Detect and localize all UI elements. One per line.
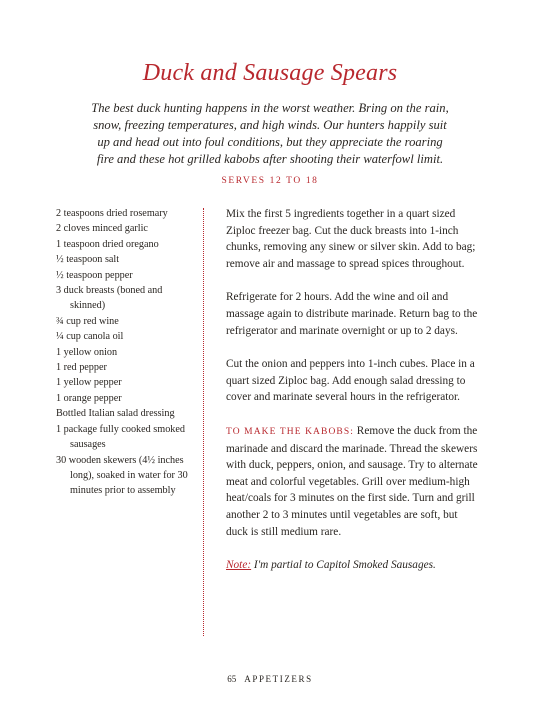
ingredient-item: 2 teaspoons dried rosemary [56,208,168,219]
ingredient-item: 1 teaspoon dried oregano [56,238,159,250]
direction-step: Mix the first 5 ingredients together in a quart sized Ziploc freezer bag. Cut the duck breasts into 1-inch chunks, removing any sinew or silver skin. Add to bag; remove air and massage to spread spices throughout. [226,208,476,270]
directions [226,206,482,591]
direction-step: Refrigerate for 2 hours. Add the wine and oil and massage again to distribute marinade. Return bag to the refrigerator and marinate overnight or up to 2 days. [226,291,478,337]
page-footer [0,674,540,684]
kabobs-label: TO MAKE THE KABOBS: [226,426,354,437]
ingredients-list [56,206,196,499]
ingredient-item: ½ teaspoon salt [56,254,120,266]
note-text: I'm partial to Capitol Smoked Sausages. [251,559,436,572]
note-label: Note: [226,559,252,572]
ingredient-item: ¼ cup canola oil [56,331,124,343]
section-name: APPETIZERS [244,674,313,684]
recipe-title: Duck and Sausage Spears [142,60,398,86]
ingredient-item: 1 red pepper [56,362,107,374]
ingredient-item: 1 yellow pepper [56,377,122,389]
ingredient-item: Bottled Italian salad dressing [56,408,175,420]
direction-step: Cut the onion and peppers into 1-inch cubes. Place in a quart sized Ziploc bag. Add enough salad dressing to cover and marinate several hours in the refrigerator. [226,358,475,404]
kabobs-step [226,423,482,540]
recipe-note [226,557,482,574]
ingredient-item: 2 cloves minced garlic [56,223,148,235]
ingredient-item: 1 package fully cooked smoked sausages [56,423,186,451]
ingredient-item: 3 duck breasts (boned and skinned) [56,285,163,312]
ingredient-item: 1 yellow onion [56,346,118,358]
ingredient-item: 1 orange pepper [56,392,122,404]
page-number: 65 [227,674,237,684]
ingredient-item: ½ teaspoon pepper [56,269,133,281]
kabobs-text: Remove the duck from the marinade and discard the marinade. Thread the skewers with duck, peppers, onion, and sausage. Try to alternate meat and colorful vegetables. Grill over medium-high heat/coals for 3 minutes on the first side. Turn and grill another 2 to 3 minutes until vegetables are soft, but duck is still medium rare. [226,424,478,538]
recipe-intro: The best duck hunting happens in the worst weather. Bring on the rain, snow, freezing temperatures, and high winds. Our hunters happily suit up and head out into foul conditions, but they appreciate the roaring fire and these hot grilled kabobs after shooting their waterfowl limit. [91,101,449,166]
ingredient-item: 30 wooden skewers (4½ inches long), soaked in water for 30 minutes prior to assembly [56,454,188,497]
column-divider [203,208,204,636]
serves-label: SERVES 12 TO 18 [221,176,319,186]
ingredient-item: ¾ cup red wine [56,315,119,327]
